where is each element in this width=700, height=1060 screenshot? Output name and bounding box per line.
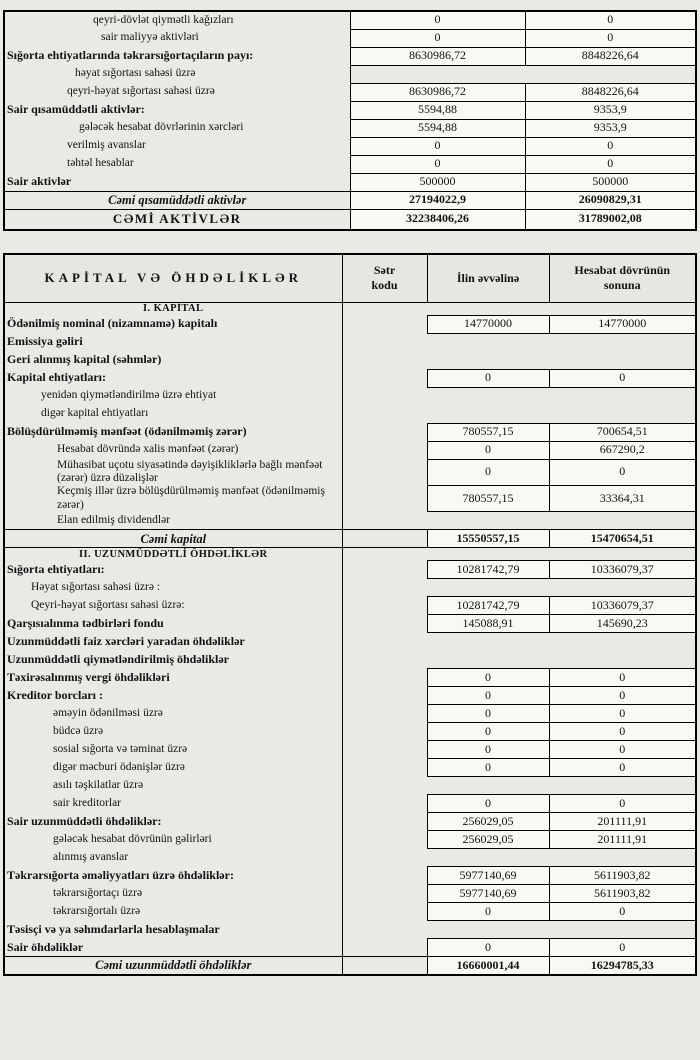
table-row <box>4 759 696 777</box>
table-row <box>4 405 696 423</box>
row-label: təkrarsığortaçı üzrə <box>4 885 342 903</box>
table-row <box>4 831 696 849</box>
row-label: Kreditor borcları : <box>4 687 342 705</box>
row-label: Emissiya gəliri <box>4 333 342 351</box>
value-period-end: 0 <box>549 369 696 387</box>
row-label: CƏMİ AKTİVLƏR <box>4 209 350 230</box>
row-code-cell <box>342 867 427 885</box>
row-code-cell <box>342 759 427 777</box>
table-row <box>4 29 696 47</box>
value-period-start: 256029,05 <box>427 831 549 849</box>
row-code-cell <box>342 302 427 315</box>
table-row <box>4 813 696 831</box>
row-label: asılı təşkilatlar üzrə <box>4 777 342 795</box>
row-label: əməyin ödənilməsi üzrə <box>4 705 342 723</box>
value-period-end: 0 <box>549 669 696 687</box>
row-label: Qarşısıalınma tədbirləri fondu <box>4 615 342 633</box>
table-row <box>4 741 696 759</box>
value-period-end: 201111,91 <box>549 831 696 849</box>
column-header-row-code-text: Sətr kodu <box>371 263 398 293</box>
value-period-end <box>549 387 696 405</box>
value-period-start: 0 <box>350 155 525 173</box>
table-row <box>4 137 696 155</box>
row-code-cell <box>342 849 427 867</box>
value-period-start: 780557,15 <box>427 485 549 511</box>
row-code-cell <box>342 921 427 939</box>
row-code-cell <box>342 579 427 597</box>
row-code-cell <box>342 903 427 921</box>
row-label: Uzunmüddətli faiz xərcləri yaradan öhdəliklər <box>4 633 342 651</box>
table-row <box>4 867 696 885</box>
value-period-start: 8630986,72 <box>350 47 525 65</box>
row-label: Təsisçi və ya səhmdarlarla hesablaşmalar <box>4 921 342 939</box>
value-period-start: 0 <box>427 939 549 957</box>
value-period-end: 0 <box>525 29 696 47</box>
table-row <box>4 849 696 867</box>
row-code-cell <box>342 633 427 651</box>
value-period-end: 8848226,64 <box>525 83 696 101</box>
value-period-start: 0 <box>350 29 525 47</box>
row-code-cell <box>342 530 427 548</box>
value-period-start <box>427 651 549 669</box>
value-period-end: 9353,9 <box>525 119 696 137</box>
table-row <box>4 579 696 597</box>
value-period-start <box>427 849 549 867</box>
liabilities-title-text: KAPİTAL VƏ ÖHDƏLİKLƏR <box>44 269 303 285</box>
table-row <box>4 191 696 209</box>
row-label: Keçmiş illər üzrə bölüşdürülməmiş mənfəət (ödənilməmiş zərər) <box>4 485 342 511</box>
column-header-period-end <box>549 254 696 302</box>
row-code-cell <box>342 651 427 669</box>
value-period-end: 0 <box>549 687 696 705</box>
row-label: Ödənilmiş nominal (nizamnamə) kapitalı <box>4 315 342 333</box>
row-code-cell <box>342 885 427 903</box>
value-period-end: 0 <box>549 459 696 485</box>
column-header-row-code <box>342 254 427 302</box>
column-header-period-start-text: İlin əvvəlinə <box>456 270 520 285</box>
row-code-cell <box>342 813 427 831</box>
row-code-cell <box>342 597 427 615</box>
table-row <box>4 119 696 137</box>
value-period-end: 0 <box>525 11 696 29</box>
table-row <box>4 669 696 687</box>
row-code-cell <box>342 315 427 333</box>
table-row <box>4 548 696 561</box>
row-label: qeyri-həyat sığortası sahəsi üzrə <box>4 83 350 101</box>
value-period-start: 0 <box>427 741 549 759</box>
table-row <box>4 795 696 813</box>
row-code-cell <box>342 669 427 687</box>
value-period-end: 5611903,82 <box>549 885 696 903</box>
value-period-start: 0 <box>427 705 549 723</box>
table-row <box>4 423 696 441</box>
row-label: digər məcburi ödənişlər üzrə <box>4 759 342 777</box>
row-label: Geri alınmış kapital (səhmlər) <box>4 351 342 369</box>
row-code-cell <box>342 561 427 579</box>
row-code-cell <box>342 548 427 561</box>
row-label: Sair öhdəliklər <box>4 939 342 957</box>
row-label: sair kreditorlar <box>4 795 342 813</box>
table-row <box>4 561 696 579</box>
value-period-end: 15470654,51 <box>549 530 696 548</box>
row-label: Mühasibat uçotu siyasətində dəyişikliklərlə bağlı mənfəət (zərər) üzrə düzəlişlər <box>4 459 342 485</box>
row-label: Elan edilmiş dividendlər <box>4 512 342 530</box>
value-period-end <box>549 302 696 315</box>
row-code-cell <box>342 351 427 369</box>
column-header-period-end-text: Hesabat dövrünün sonuna <box>574 263 671 293</box>
value-period-start <box>427 302 549 315</box>
row-label: sair maliyyə aktivləri <box>4 29 350 47</box>
table-row <box>4 315 696 333</box>
value-period-end: 0 <box>549 741 696 759</box>
value-period-end: 8848226,64 <box>525 47 696 65</box>
value-period-start <box>427 777 549 795</box>
table-row <box>4 633 696 651</box>
row-code-cell <box>342 795 427 813</box>
value-period-start: 27194022,9 <box>350 191 525 209</box>
value-period-end: 0 <box>549 939 696 957</box>
row-label: Kapital ehtiyatları: <box>4 369 342 387</box>
value-period-end <box>549 777 696 795</box>
row-label: Cəmi uzunmüddətli öhdəliklər <box>4 957 342 975</box>
value-period-end: 5611903,82 <box>549 867 696 885</box>
row-label: Təkrarsığorta əməliyyatları üzrə öhdəliklər: <box>4 867 342 885</box>
table-row <box>4 615 696 633</box>
value-period-end: 0 <box>549 903 696 921</box>
table-row <box>4 155 696 173</box>
row-label: Sığorta ehtiyatları: <box>4 561 342 579</box>
value-period-start: 16660001,44 <box>427 957 549 975</box>
row-code-cell <box>342 512 427 530</box>
table-row <box>4 47 696 65</box>
row-label: verilmiş avanslar <box>4 137 350 155</box>
row-code-cell <box>342 939 427 957</box>
liabilities-table-body <box>4 302 696 975</box>
value-period-start <box>427 579 549 597</box>
row-code-cell <box>342 741 427 759</box>
row-code-cell <box>342 687 427 705</box>
row-code-cell <box>342 777 427 795</box>
row-label: digər kapital ehtiyatları <box>4 405 342 423</box>
row-label: qeyri-dövlət qiymətli kağızları <box>4 11 350 29</box>
table-row <box>4 777 696 795</box>
assets-table <box>3 10 697 231</box>
row-code-cell <box>342 957 427 975</box>
value-period-end: 0 <box>549 705 696 723</box>
value-period-start: 0 <box>427 795 549 813</box>
table-row <box>4 209 696 230</box>
value-period-start <box>427 548 549 561</box>
table-row <box>4 939 696 957</box>
value-period-end: 0 <box>549 795 696 813</box>
row-label: Sığorta ehtiyatlarında təkrarsığortaçıların payı: <box>4 47 350 65</box>
row-code-cell <box>342 423 427 441</box>
table-row <box>4 512 696 530</box>
value-period-start <box>427 333 549 351</box>
row-code-cell <box>342 459 427 485</box>
value-period-end: 145690,23 <box>549 615 696 633</box>
row-label: yenidən qiymətləndirilmə üzrə ehtiyat <box>4 387 342 405</box>
value-period-end: 10336079,37 <box>549 597 696 615</box>
table-row <box>4 723 696 741</box>
value-period-start: 0 <box>427 687 549 705</box>
row-label: Hesabat dövründə xalis mənfəət (zərər) <box>4 441 342 459</box>
liabilities-table-header <box>4 254 696 302</box>
value-period-end <box>525 65 696 83</box>
row-code-cell <box>342 615 427 633</box>
value-period-start <box>427 512 549 530</box>
value-period-end: 31789002,08 <box>525 209 696 230</box>
row-label: alınmış avanslar <box>4 849 342 867</box>
value-period-start <box>427 921 549 939</box>
row-code-cell <box>342 405 427 423</box>
table-row <box>4 101 696 119</box>
value-period-start: 500000 <box>350 173 525 191</box>
table-row <box>4 441 696 459</box>
value-period-start: 10281742,79 <box>427 597 549 615</box>
value-period-end: 500000 <box>525 173 696 191</box>
table-row <box>4 485 696 511</box>
value-period-start: 0 <box>427 723 549 741</box>
header-row <box>4 254 696 302</box>
table-row <box>4 83 696 101</box>
row-label: II. UZUNMÜDDƏTLİ ÖHDƏLİKLƏR <box>4 548 342 561</box>
value-period-start <box>350 65 525 83</box>
value-period-start: 256029,05 <box>427 813 549 831</box>
value-period-end <box>549 579 696 597</box>
value-period-end: 0 <box>525 155 696 173</box>
value-period-start: 5977140,69 <box>427 885 549 903</box>
value-period-start: 780557,15 <box>427 423 549 441</box>
table-row <box>4 885 696 903</box>
value-period-start: 14770000 <box>427 315 549 333</box>
table-row <box>4 597 696 615</box>
row-label: I. KAPİTAL <box>4 302 342 315</box>
table-row <box>4 11 696 29</box>
row-label: Sair qısamüddətli aktivlər: <box>4 101 350 119</box>
value-period-start: 5977140,69 <box>427 867 549 885</box>
row-label: Bölüşdürülməmiş mənfəət (ödənilməmiş zərər) <box>4 423 342 441</box>
assets-table-body <box>4 11 696 230</box>
row-label: Qeyri-həyat sığortası sahəsi üzrə: <box>4 597 342 615</box>
value-period-start: 5594,88 <box>350 119 525 137</box>
liabilities-section-title <box>4 254 342 302</box>
value-period-end <box>549 633 696 651</box>
row-code-cell <box>342 387 427 405</box>
value-period-start: 0 <box>427 441 549 459</box>
value-period-end: 16294785,33 <box>549 957 696 975</box>
liabilities-table <box>3 253 697 976</box>
value-period-end <box>549 405 696 423</box>
value-period-start: 0 <box>350 11 525 29</box>
value-period-end: 26090829,31 <box>525 191 696 209</box>
value-period-end <box>549 512 696 530</box>
value-period-end: 0 <box>549 723 696 741</box>
table-row <box>4 705 696 723</box>
row-code-cell <box>342 831 427 849</box>
value-period-start: 10281742,79 <box>427 561 549 579</box>
value-period-start: 0 <box>427 669 549 687</box>
value-period-start: 145088,91 <box>427 615 549 633</box>
table-row <box>4 530 696 548</box>
row-label: Sair aktivlər <box>4 173 350 191</box>
value-period-start: 15550557,15 <box>427 530 549 548</box>
value-period-start <box>427 633 549 651</box>
value-period-start: 32238406,26 <box>350 209 525 230</box>
value-period-start <box>427 387 549 405</box>
row-label: Cəmi qısamüddətli aktivlər <box>4 191 350 209</box>
value-period-end <box>549 548 696 561</box>
value-period-end: 9353,9 <box>525 101 696 119</box>
value-period-start: 0 <box>427 903 549 921</box>
value-period-end: 10336079,37 <box>549 561 696 579</box>
value-period-end: 0 <box>549 759 696 777</box>
value-period-end <box>549 651 696 669</box>
table-row <box>4 173 696 191</box>
value-period-start <box>427 351 549 369</box>
row-label: Cəmi kapital <box>4 530 342 548</box>
row-code-cell <box>342 723 427 741</box>
table-row <box>4 65 696 83</box>
value-period-end: 700654,51 <box>549 423 696 441</box>
row-label: büdcə üzrə <box>4 723 342 741</box>
table-row <box>4 333 696 351</box>
row-code-cell <box>342 485 427 511</box>
row-code-cell <box>342 441 427 459</box>
row-label: gələcək hesabat dövrlərinin xərcləri <box>4 119 350 137</box>
row-label: Uzunmüddətli qiymətləndirilmiş öhdəliklər <box>4 651 342 669</box>
table-row <box>4 651 696 669</box>
value-period-end: 33364,31 <box>549 485 696 511</box>
row-code-cell <box>342 369 427 387</box>
table-row <box>4 687 696 705</box>
value-period-start: 0 <box>427 759 549 777</box>
value-period-end <box>549 351 696 369</box>
row-label: sosial sığorta və təminat üzrə <box>4 741 342 759</box>
value-period-end <box>549 921 696 939</box>
value-period-end: 14770000 <box>549 315 696 333</box>
row-label: təkrarsığortalı üzrə <box>4 903 342 921</box>
value-period-start: 8630986,72 <box>350 83 525 101</box>
row-label: gələcək hesabat dövrünün gəlirləri <box>4 831 342 849</box>
value-period-start: 0 <box>427 369 549 387</box>
value-period-end: 201111,91 <box>549 813 696 831</box>
value-period-start: 0 <box>350 137 525 155</box>
table-row <box>4 957 696 975</box>
table-row <box>4 302 696 315</box>
table-row <box>4 459 696 485</box>
value-period-end <box>549 849 696 867</box>
table-row <box>4 903 696 921</box>
table-row <box>4 387 696 405</box>
row-label: Həyat sığortası sahəsi üzrə : <box>4 579 342 597</box>
row-code-cell <box>342 333 427 351</box>
row-label: Sair uzunmüddətli öhdəliklər: <box>4 813 342 831</box>
table-row <box>4 921 696 939</box>
row-label: Təxirəsalınmış vergi öhdəlikləri <box>4 669 342 687</box>
row-label: təhtəl hesablar <box>4 155 350 173</box>
value-period-start: 5594,88 <box>350 101 525 119</box>
row-code-cell <box>342 705 427 723</box>
table-row <box>4 369 696 387</box>
column-header-period-start <box>427 254 549 302</box>
row-label: həyat sığortası sahəsi üzrə <box>4 65 350 83</box>
value-period-end <box>549 333 696 351</box>
value-period-start: 0 <box>427 459 549 485</box>
table-row <box>4 351 696 369</box>
value-period-end: 667290,2 <box>549 441 696 459</box>
value-period-end: 0 <box>525 137 696 155</box>
value-period-start <box>427 405 549 423</box>
